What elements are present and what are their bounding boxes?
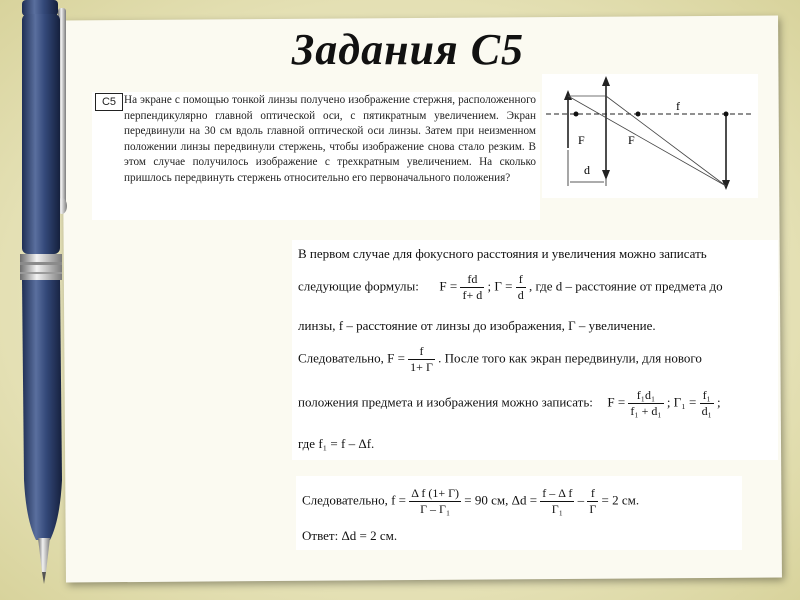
answer-d-numerator-2: f <box>587 486 598 502</box>
solution-line-6: где f₁ = f – Δf. <box>298 436 375 451</box>
answer-d-numerator-1: f – Δ f <box>542 486 573 500</box>
object-distance-label: d <box>584 163 590 177</box>
focal-denominator: f+ d <box>462 288 483 302</box>
slide-title: Задания С5 <box>291 25 525 74</box>
new-focal-lhs: F = <box>607 394 626 410</box>
new-focal-numerator: f₁d₁ <box>628 388 663 404</box>
answer-d-fraction-1 <box>540 486 574 517</box>
new-focal-denominator: f₁ + d₁ <box>630 404 662 418</box>
focal-result-numerator: f <box>408 344 435 360</box>
answer-f-fraction <box>409 486 461 517</box>
answer-minus: – <box>577 492 585 508</box>
task-tag: С5 <box>95 93 123 111</box>
magnification-lhs: ; Г = <box>487 278 513 294</box>
new-position-text: положения предмета и изображения можно записать: <box>298 394 593 410</box>
answer-d-denominator-2: Г <box>589 502 597 516</box>
answer-final: Ответ: Δd = 2 см. <box>302 528 398 543</box>
focal-result-denominator: 1+ Г <box>410 360 433 374</box>
formulas-intro: следующие формулы: <box>298 278 419 294</box>
answer-d-fraction-2 <box>587 486 598 517</box>
distance-definition: , где d – расстояние от предмета до <box>528 278 723 294</box>
new-magnification-denominator: d₁ <box>701 404 712 418</box>
answer-consequently: Следовательно, f = <box>302 492 407 508</box>
new-magnification-fraction <box>700 388 714 419</box>
new-magnification-numerator: f₁ <box>700 388 714 404</box>
solution-line-4 <box>298 344 702 375</box>
focus-label-left: F <box>578 133 585 147</box>
magnification-fraction <box>516 272 526 303</box>
pen-illustration <box>0 0 120 600</box>
solution-line-1: В первом случае для фокусного расстояния и увеличения можно записать <box>298 246 707 261</box>
focal-formula-fraction <box>460 272 484 303</box>
focus-label-right: F <box>628 133 635 147</box>
solution-line-2 <box>298 272 723 303</box>
answer-f-denominator: Г – Г₁ <box>420 502 451 516</box>
focal-result-fraction <box>408 344 435 375</box>
answer-line-1 <box>302 486 639 517</box>
focal-formula-lhs: F = <box>439 278 458 294</box>
consequently-label: Следовательно, <box>298 350 384 366</box>
answer-d-denominator-1: Г₁ <box>551 502 563 516</box>
image-distance-label: f <box>676 99 680 113</box>
solution-line-3: линзы, f – расстояние от линзы до изображения, Г – увеличение. <box>298 318 656 333</box>
optics-diagram <box>542 74 758 198</box>
new-magnification-lhs: ; Г₁ = <box>666 394 697 410</box>
new-magnification-end: ; <box>717 394 721 410</box>
lens-diagram-svg <box>542 74 758 198</box>
solution-line-5 <box>298 388 721 419</box>
screen-moved-text: . После того как экран передвинули, для нового <box>438 350 702 366</box>
magnification-denominator: d <box>517 288 524 302</box>
magnification-numerator: f <box>516 272 526 288</box>
answer-f-numerator: Δ f (1+ Г) <box>411 486 460 500</box>
new-focal-fraction <box>628 388 663 419</box>
answer-f-result: = 90 см, Δd = <box>464 492 538 508</box>
answer-d-result: = 2 см. <box>601 492 640 508</box>
focal-numerator: fd <box>460 272 484 288</box>
task-text: На экране с помощью тонкой линзы получено изображение стержня, расположенного перпендикулярно главной оптической оси, с пятикратным увеличением. Экран передвинули на 30 см вдоль главной оптической оси линзы. Затем при неизменном положении линзы передвинули стержень, чтобы изображение снова стало резким. В этом случае получилось изображение с трехкратным увеличением. На сколько пришлось передвинуть стержень относительно его первоначального положения? <box>124 94 536 184</box>
focal-result-lhs: F = <box>387 350 405 366</box>
